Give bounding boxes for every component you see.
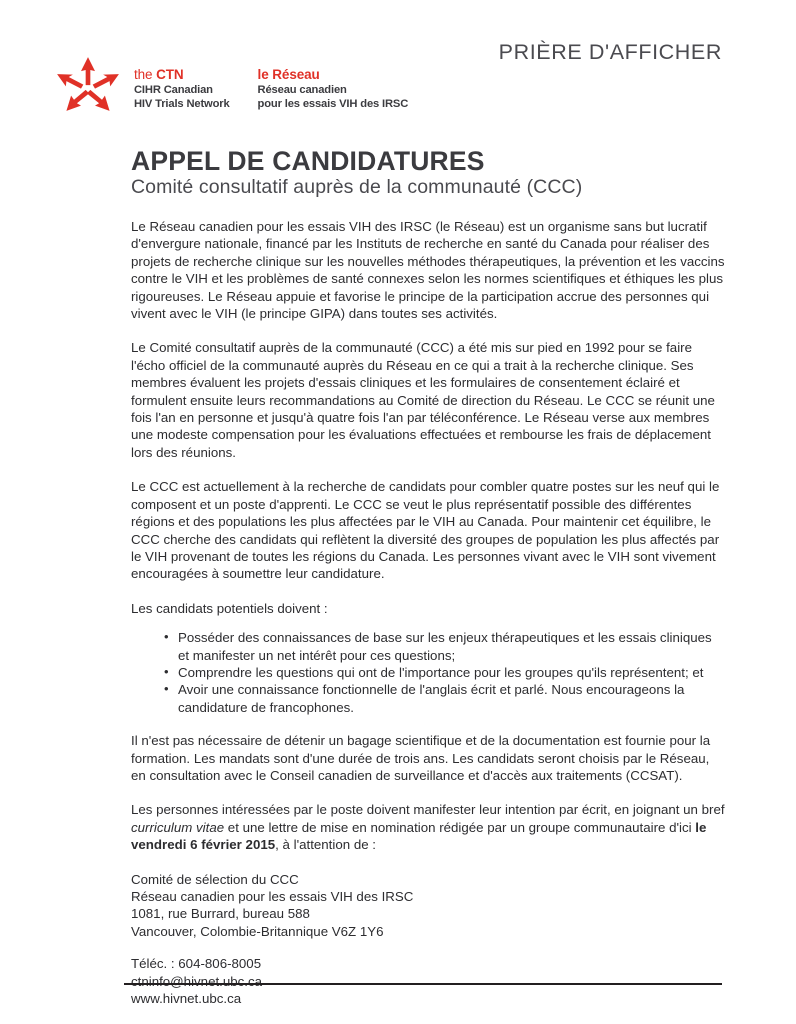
contact-address-block: [131, 871, 726, 941]
paragraph-network-description: Le Réseau canadien pour les essais VIH des IRSC (le Réseau) est un organisme sans but lucratif d'envergure nationale, financé par les Instituts de recherche en santé du Canada pour réaliser des projets de recherche clinique sur les nouvelles méthodes thérapeutiques, la prévention et les vaccins contre le VIH et les problèmes de santé connexes selon les normes scientifiques et éthiques les plus rigoureuses. Le Réseau appuie et favorise le principe de la participation accrue des personnes qui vivent avec le VIH (le principe GIPA) dans toutes ses activités.: [131, 219, 725, 322]
paragraph-terms: Il n'est pas nécessaire de détenir un bagage scientifique et de la documentation est fournie pour la formation. Les mandats sont d'une durée de trois ans. Les candidats seront choisis par le Réseau, en consultation avec le Conseil canadien de surveillance et d'accès aux traitements (CCSAT).: [131, 733, 711, 783]
logo-english-line1: CIHR Canadian: [134, 83, 213, 96]
page-title: APPEL DE CANDIDATURES: [131, 146, 485, 176]
contact-website[interactable]: www.hivnet.ubc.ca: [131, 991, 242, 1007]
logo-english-name-bold: CTN: [156, 67, 184, 82]
logo-french-name: le Réseau: [257, 67, 320, 82]
footer-divider: [124, 983, 722, 985]
page-subtitle: Comité consultatif auprès de la communauté (CCC): [131, 176, 583, 198]
ctn-logo: [52, 56, 408, 112]
list-item: • Posséder des connaissances de base sur les enjeux thérapeutiques et les essais cliniques et manifester un net intérêt pour ces questions;: [164, 629, 726, 664]
contact-address-line: Vancouver, Colombie-Britannique V6Z 1Y6: [131, 923, 384, 939]
paragraph-ccc-description: Le Comité consultatif auprès de la communauté (CCC) a été mis sur pied en 1992 pour se faire l'écho officiel de la communauté auprès du Réseau en ce qui a trait à la recherche clinique. Ses membres évaluent les projets d'essais cliniques et les formulaires de consentement éclairé et formulent ensuite leurs recommandations au Comité de direction du Réseau. Le CCC se réunit une fois l'an en personne et jusqu'à quatre fois l'an par téléconférence. Le Réseau verse aux membres une modeste compensation pour les évaluations effectuées et rembourse les frais de déplacement lors des réunions.: [131, 340, 715, 460]
contact-address-line: Comité de sélection du CCC: [131, 871, 299, 887]
paragraph-submission: [131, 801, 726, 853]
requirements-list: [131, 629, 726, 716]
logo-french-line1: Réseau canadien: [257, 83, 347, 96]
contact-details-block: [131, 955, 726, 1007]
logo-french-line2: pour les essais VIH des IRSC: [257, 98, 409, 111]
ctn-star-arrows-icon: [52, 56, 124, 112]
list-item: • Comprendre les questions qui ont de l'importance pour les groupes qu'ils représentent; et: [164, 664, 726, 681]
poster-notice: PRIÈRE D'AFFICHER: [498, 40, 722, 64]
submission-deadline: le vendredi 6 février 2015: [131, 819, 707, 853]
document-body: [131, 218, 726, 1022]
contact-address-line: 1081, rue Burrard, bureau 588: [131, 906, 310, 922]
submission-part2: et une lettre de mise en nomination rédigée par un groupe communautaire d'ici: [224, 819, 696, 835]
logo-english-line2: HIV Trials Network: [134, 98, 230, 111]
logo-english-block: [134, 67, 230, 111]
submission-part1: Les personnes intéressées par le poste doivent manifester leur intention par écrit, en joignant un bref: [131, 802, 725, 818]
logo-english-name: [134, 67, 230, 83]
submission-part3: , à l'attention de :: [275, 837, 376, 853]
contact-address-line: Réseau canadien pour les essais VIH des IRSC: [131, 889, 414, 904]
contact-fax: Téléc. : 604-806-8005: [131, 956, 262, 972]
paragraph-vacancies: Le CCC est actuellement à la recherche de candidats pour combler quatre postes sur les neuf qui le composent et un poste d'apprenti. Le CCC se veut le plus représentatif possible des différentes régions et des populations les plus affectées par le VIH au Canada. Pour maintenir cet équilibre, le CCC cherche des candidats qui reflètent la diversité des groupes de population les plus affectés par le VIH provenant de toutes les régions du Canada. Les personnes vivant avec le VIH sont vivement encouragées à soumettre leur candidature.: [131, 479, 720, 582]
logo-french-block: [258, 67, 409, 111]
logo-english-name-light: the: [134, 67, 157, 82]
list-item: • Avoir une connaissance fonctionnelle de l'anglais écrit et parlé. Nous encourageons la candidature de francophones.: [164, 681, 726, 716]
requirements-lead-in: Les candidats potentiels doivent :: [131, 600, 328, 616]
submission-italic: curriculum vitae: [131, 819, 225, 835]
contact-email[interactable]: ctninfo@hivnet.ubc.ca: [131, 973, 263, 989]
